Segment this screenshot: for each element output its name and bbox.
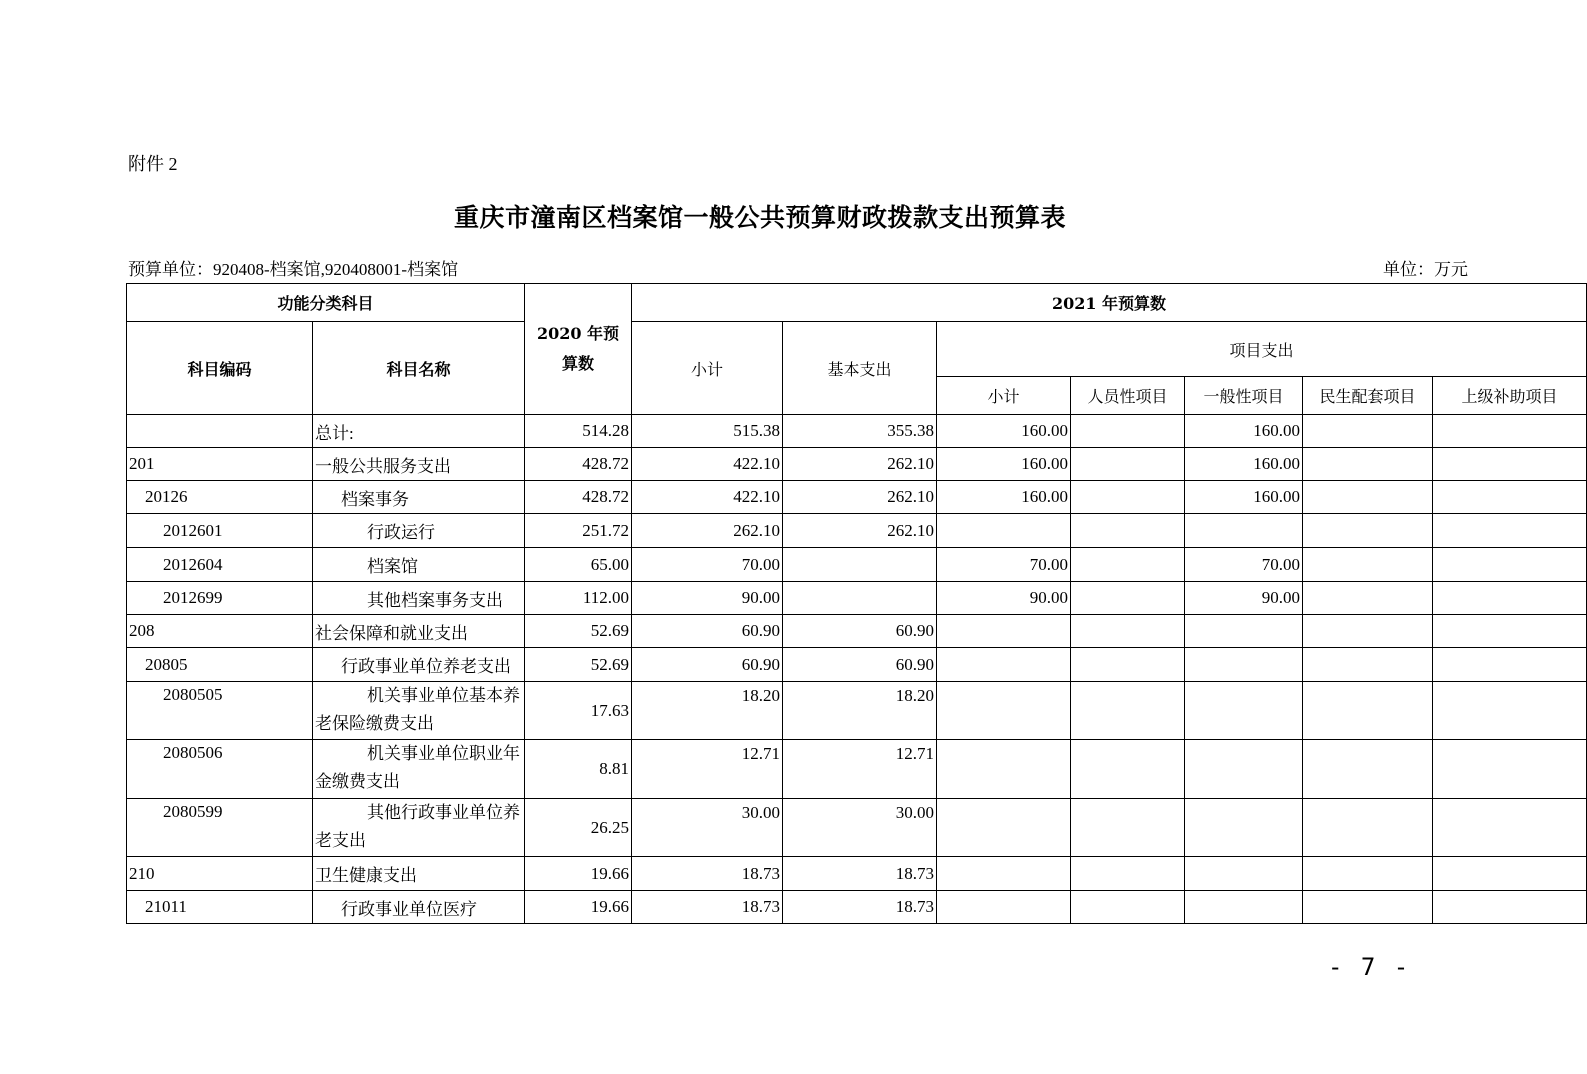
personnel-cell <box>1071 548 1185 582</box>
superior-cell <box>1433 615 1587 648</box>
basic-cell <box>783 582 937 615</box>
prev-cell: 19.66 <box>525 857 632 891</box>
basic-cell: 18.73 <box>783 857 937 891</box>
subtotal-cell: 30.00 <box>632 799 783 857</box>
prev-cell: 65.00 <box>525 548 632 582</box>
livelihood-cell <box>1303 481 1433 514</box>
page-title: 重庆市潼南区档案馆一般公共预算财政拨款支出预算表 <box>453 203 1066 232</box>
page-number: - 7 - <box>1328 953 1411 981</box>
subtotal-cell: 18.73 <box>632 891 783 924</box>
superior-cell <box>1433 415 1587 448</box>
prev-cell: 428.72 <box>525 481 632 514</box>
name-cell: 行政运行 <box>313 514 525 548</box>
general-cell <box>1185 648 1303 682</box>
superior-cell <box>1433 857 1587 891</box>
superior-cell <box>1433 799 1587 857</box>
livelihood-cell <box>1303 891 1433 924</box>
code-cell: 2012699 <box>127 582 313 615</box>
proj-subtotal-cell: 160.00 <box>937 415 1071 448</box>
livelihood-cell <box>1303 740 1433 799</box>
general-cell <box>1185 615 1303 648</box>
table-row <box>127 481 1587 514</box>
basic-cell: 60.90 <box>783 648 937 682</box>
basic-cell: 30.00 <box>783 799 937 857</box>
name-cell: 档案事务 <box>313 481 525 514</box>
code-cell: 20805 <box>127 648 313 682</box>
code-cell <box>127 415 313 448</box>
proj-subtotal-cell <box>937 891 1071 924</box>
table-row <box>127 799 1587 857</box>
prev-cell: 251.72 <box>525 514 632 548</box>
superior-cell <box>1433 448 1587 481</box>
proj-subtotal-cell: 70.00 <box>937 548 1071 582</box>
personnel-cell <box>1071 891 1185 924</box>
superior-cell <box>1433 682 1587 740</box>
proj-subtotal-cell <box>937 648 1071 682</box>
project-header: 项目支出 <box>937 322 1587 377</box>
superior-cell <box>1433 648 1587 682</box>
table-row <box>127 615 1587 648</box>
prev-cell: 19.66 <box>525 891 632 924</box>
prev-cell: 17.63 <box>525 682 632 740</box>
subtotal-cell: 262.10 <box>632 514 783 548</box>
superior-cell <box>1433 582 1587 615</box>
general-cell: 90.00 <box>1185 582 1303 615</box>
budget-table-wrapper <box>126 283 1558 924</box>
prev-cell: 428.72 <box>525 448 632 481</box>
general-cell: 160.00 <box>1185 415 1303 448</box>
name-header: 科目名称 <box>313 322 525 415</box>
func-class-header: 功能分类科目 <box>127 284 525 322</box>
table-row <box>127 448 1587 481</box>
subtotal-cell: 515.38 <box>632 415 783 448</box>
basic-cell: 12.71 <box>783 740 937 799</box>
basic-cell: 60.90 <box>783 615 937 648</box>
personnel-cell <box>1071 582 1185 615</box>
code-cell: 2012601 <box>127 514 313 548</box>
personnel-cell <box>1071 415 1185 448</box>
livelihood-cell <box>1303 582 1433 615</box>
superior-cell <box>1433 891 1587 924</box>
subtotal-cell: 70.00 <box>632 548 783 582</box>
prev-cell: 8.81 <box>525 740 632 799</box>
curr-budget-header: 2021 年预算数 <box>632 284 1587 322</box>
superior-cell <box>1433 514 1587 548</box>
personnel-cell <box>1071 481 1185 514</box>
personnel-cell <box>1071 682 1185 740</box>
livelihood-cell <box>1303 448 1433 481</box>
name-cell: 社会保障和就业支出 <box>313 615 525 648</box>
subtotal-header: 小计 <box>632 322 783 415</box>
prev-cell: 52.69 <box>525 648 632 682</box>
subtotal-cell: 60.90 <box>632 648 783 682</box>
general-cell <box>1185 891 1303 924</box>
name-cell: 行政事业单位医疗 <box>313 891 525 924</box>
name-cell: 其他档案事务支出 <box>313 582 525 615</box>
prev-cell: 26.25 <box>525 799 632 857</box>
subtotal-cell: 422.10 <box>632 481 783 514</box>
personnel-header: 人员性项目 <box>1071 377 1185 415</box>
table-row <box>127 582 1587 615</box>
livelihood-cell <box>1303 615 1433 648</box>
code-header: 科目编码 <box>127 322 313 415</box>
basic-cell: 262.10 <box>783 514 937 548</box>
proj-subtotal-cell: 160.00 <box>937 481 1071 514</box>
proj-subtotal-cell: 160.00 <box>937 448 1071 481</box>
superior-header: 上级补助项目 <box>1433 377 1587 415</box>
prev-cell: 112.00 <box>525 582 632 615</box>
table-row <box>127 740 1587 799</box>
subtotal-cell: 18.73 <box>632 857 783 891</box>
basic-cell: 355.38 <box>783 415 937 448</box>
proj-subtotal-cell <box>937 857 1071 891</box>
personnel-cell <box>1071 740 1185 799</box>
proj-subtotal-cell <box>937 514 1071 548</box>
subtotal-cell: 90.00 <box>632 582 783 615</box>
personnel-cell <box>1071 648 1185 682</box>
code-cell: 2012604 <box>127 548 313 582</box>
livelihood-cell <box>1303 857 1433 891</box>
proj-subtotal-cell <box>937 740 1071 799</box>
budget-unit: 预算单位：920408-档案馆,920408001-档案馆 <box>128 260 459 279</box>
personnel-cell <box>1071 448 1185 481</box>
code-cell: 2080506 <box>127 740 313 799</box>
name-cell: 总计: <box>313 415 525 448</box>
livelihood-cell <box>1303 648 1433 682</box>
subtotal-cell: 12.71 <box>632 740 783 799</box>
superior-cell <box>1433 548 1587 582</box>
table-row <box>127 682 1587 740</box>
basic-cell: 18.73 <box>783 891 937 924</box>
currency-unit: 单位：万元 <box>1383 260 1468 279</box>
livelihood-header: 民生配套项目 <box>1303 377 1433 415</box>
general-cell <box>1185 740 1303 799</box>
code-cell: 201 <box>127 448 313 481</box>
subtotal-cell: 422.10 <box>632 448 783 481</box>
personnel-cell <box>1071 615 1185 648</box>
name-cell: 档案馆 <box>313 548 525 582</box>
name-cell: 一般公共服务支出 <box>313 448 525 481</box>
name-cell: 机关事业单位职业年金缴费支出 <box>313 740 525 799</box>
table-row <box>127 548 1587 582</box>
attachment-label: 附件 2 <box>128 154 178 174</box>
general-cell <box>1185 799 1303 857</box>
table-row <box>127 891 1587 924</box>
livelihood-cell <box>1303 682 1433 740</box>
proj-subtotal-cell <box>937 615 1071 648</box>
name-cell: 机关事业单位基本养老保险缴费支出 <box>313 682 525 740</box>
personnel-cell <box>1071 514 1185 548</box>
prev-cell: 52.69 <box>525 615 632 648</box>
personnel-cell <box>1071 799 1185 857</box>
proj-subtotal-cell: 90.00 <box>937 582 1071 615</box>
superior-cell <box>1433 740 1587 799</box>
basic-cell: 262.10 <box>783 481 937 514</box>
livelihood-cell <box>1303 548 1433 582</box>
proj-subtotal-cell <box>937 682 1071 740</box>
subtotal-cell: 60.90 <box>632 615 783 648</box>
general-cell <box>1185 857 1303 891</box>
proj-subtotal-header: 小计 <box>937 377 1071 415</box>
code-cell: 2080599 <box>127 799 313 857</box>
livelihood-cell <box>1303 799 1433 857</box>
general-cell: 70.00 <box>1185 548 1303 582</box>
code-cell: 208 <box>127 615 313 648</box>
prev-cell: 514.28 <box>525 415 632 448</box>
table-row <box>127 514 1587 548</box>
general-header: 一般性项目 <box>1185 377 1303 415</box>
general-cell: 160.00 <box>1185 481 1303 514</box>
subtotal-cell: 18.20 <box>632 682 783 740</box>
table-row <box>127 648 1587 682</box>
name-cell: 其他行政事业单位养老支出 <box>313 799 525 857</box>
budget-table <box>126 283 1587 924</box>
name-cell: 卫生健康支出 <box>313 857 525 891</box>
general-cell: 160.00 <box>1185 448 1303 481</box>
code-cell: 2080505 <box>127 682 313 740</box>
proj-subtotal-cell <box>937 799 1071 857</box>
code-cell: 21011 <box>127 891 313 924</box>
general-cell <box>1185 514 1303 548</box>
table-row <box>127 415 1587 448</box>
code-cell: 210 <box>127 857 313 891</box>
livelihood-cell <box>1303 514 1433 548</box>
basic-cell: 262.10 <box>783 448 937 481</box>
prev-budget-header: 2020 年预算数 <box>525 284 632 415</box>
superior-cell <box>1433 481 1587 514</box>
basic-cell <box>783 548 937 582</box>
personnel-cell <box>1071 857 1185 891</box>
basic-cell: 18.20 <box>783 682 937 740</box>
livelihood-cell <box>1303 415 1433 448</box>
basic-header: 基本支出 <box>783 322 937 415</box>
table-row <box>127 857 1587 891</box>
name-cell: 行政事业单位养老支出 <box>313 648 525 682</box>
general-cell <box>1185 682 1303 740</box>
code-cell: 20126 <box>127 481 313 514</box>
